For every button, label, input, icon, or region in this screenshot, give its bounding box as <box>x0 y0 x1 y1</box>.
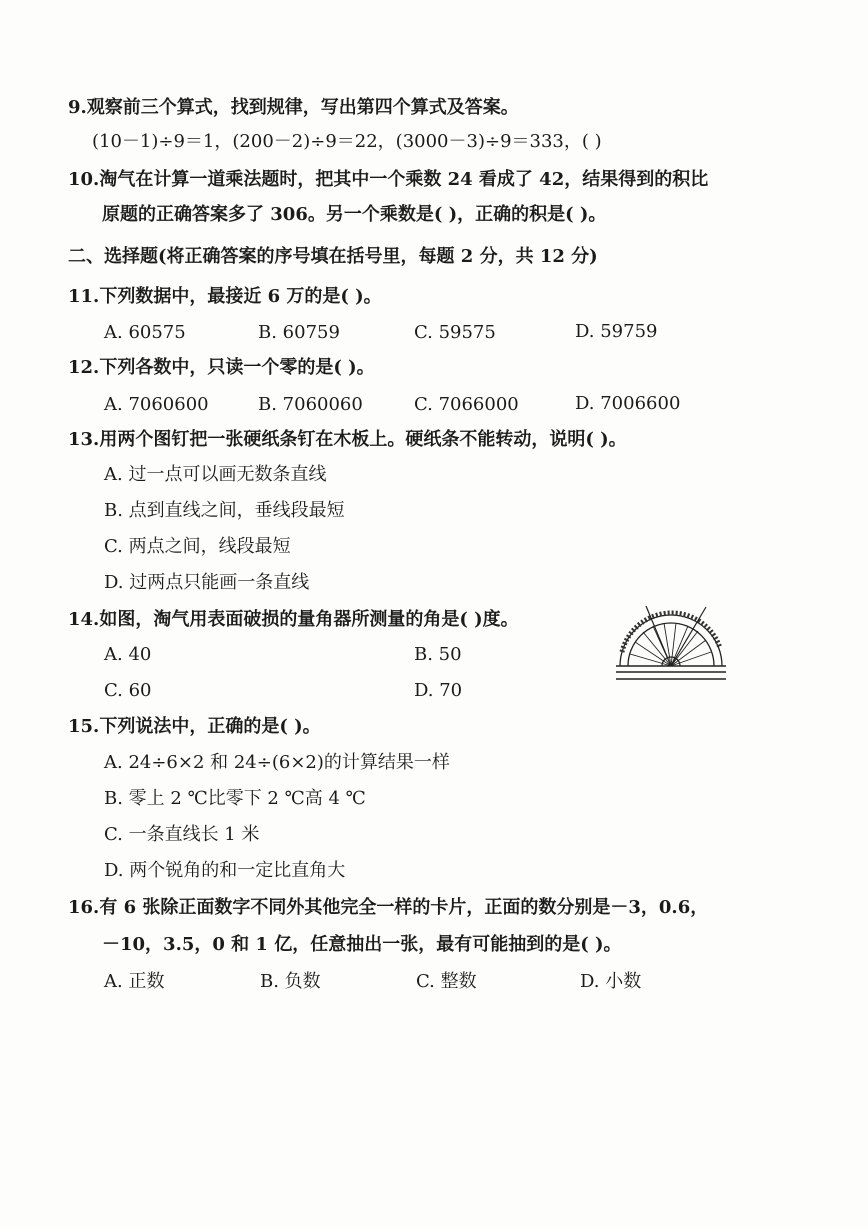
question-12 <box>68 356 375 380</box>
option-d: D. 70 <box>414 680 463 701</box>
question-text: 如图，淘气用表面破损的量角器所测量的角是( )度。 <box>99 609 519 630</box>
question-text: 淘气在计算一道乘法题时，把其中一个乘数 24 看成了 42，结果得到的积比 <box>99 169 709 190</box>
question-text: 下列数据中，最接近 6 万的是( )。 <box>99 286 382 307</box>
option-c: C. 7066000 <box>414 394 519 415</box>
question-number: 12. <box>68 357 100 378</box>
protractor-damaged-band <box>622 613 720 652</box>
option-a: A. 40 <box>104 644 152 665</box>
question-number: 15. <box>68 716 100 737</box>
option-d: D. 两个锐角的和一定比直角大 <box>104 860 346 881</box>
option-a: A. 7060600 <box>104 394 209 415</box>
question-number: 9. <box>68 97 87 118</box>
option-b: B. 60759 <box>258 322 340 343</box>
option-c: C. 60 <box>104 680 152 701</box>
question-number: 13. <box>68 429 100 450</box>
question-text: 用两个图钉把一张硬纸条钉在木板上。硬纸条不能转动，说明( )。 <box>99 429 627 450</box>
option-c: C. 两点之间，线段最短 <box>104 536 291 557</box>
option-d: D. 小数 <box>580 971 642 992</box>
section-heading: 二、选择题(将正确答案的序号填在括号里，每题 2 分，共 12 分) <box>68 246 598 267</box>
question-16-line2: －10，3.5，0 和 1 亿，任意抽出一张，最有可能抽到的是( )。 <box>102 934 622 955</box>
question-text: 下列各数中，只读一个零的是( )。 <box>99 357 375 378</box>
protractor-inner-arc <box>628 623 714 666</box>
option-c: C. 59575 <box>414 322 496 343</box>
question-9 <box>68 96 519 120</box>
option-d: D. 过两点只能画一条直线 <box>104 572 310 593</box>
option-b: B. 7060060 <box>258 394 363 415</box>
option-c: C. 一条直线长 1 米 <box>104 824 260 845</box>
question-13 <box>68 428 627 452</box>
option-b: B. 零上 2 ℃比零下 2 ℃高 4 ℃ <box>104 788 366 809</box>
question-11 <box>68 285 382 309</box>
question-14 <box>68 608 519 632</box>
question-text: 下列说法中，正确的是( )。 <box>99 716 321 737</box>
question-number: 11. <box>68 286 100 307</box>
question-15 <box>68 715 321 739</box>
broken-protractor-figure <box>612 604 730 684</box>
question-16 <box>68 896 708 920</box>
option-a: A. 60575 <box>104 322 186 343</box>
option-c: C. 整数 <box>416 971 477 992</box>
option-a: A. 正数 <box>104 971 165 992</box>
question-text: 观察前三个算式，找到规律，写出第四个算式及答案。 <box>86 97 519 118</box>
option-b: B. 点到直线之间，垂线段最短 <box>104 500 345 521</box>
option-a: A. 24÷6×2 和 24÷(6×2)的计算结果一样 <box>104 752 450 773</box>
option-b: B. 负数 <box>260 971 321 992</box>
option-d: D. 59759 <box>575 321 658 342</box>
question-9-formula: (10－1)÷9＝1，(200－2)÷9＝22，(3000－3)÷9＝333，( ) <box>92 131 602 152</box>
question-10-line2: 原题的正确答案多了 306。另一个乘数是( )，正确的积是( )。 <box>102 204 607 225</box>
option-b: B. 50 <box>414 644 462 665</box>
question-text: 有 6 张除正面数字不同外其他完全一样的卡片，正面的数分别是－3，0.6， <box>99 897 709 918</box>
option-a: A. 过一点可以画无数条直线 <box>104 464 327 485</box>
protractor-radial-lines <box>628 623 714 666</box>
option-d: D. 7006600 <box>575 393 681 414</box>
question-number: 16. <box>68 897 100 918</box>
question-number: 14. <box>68 609 100 630</box>
question-10 <box>68 168 708 192</box>
question-number: 10. <box>68 169 100 190</box>
